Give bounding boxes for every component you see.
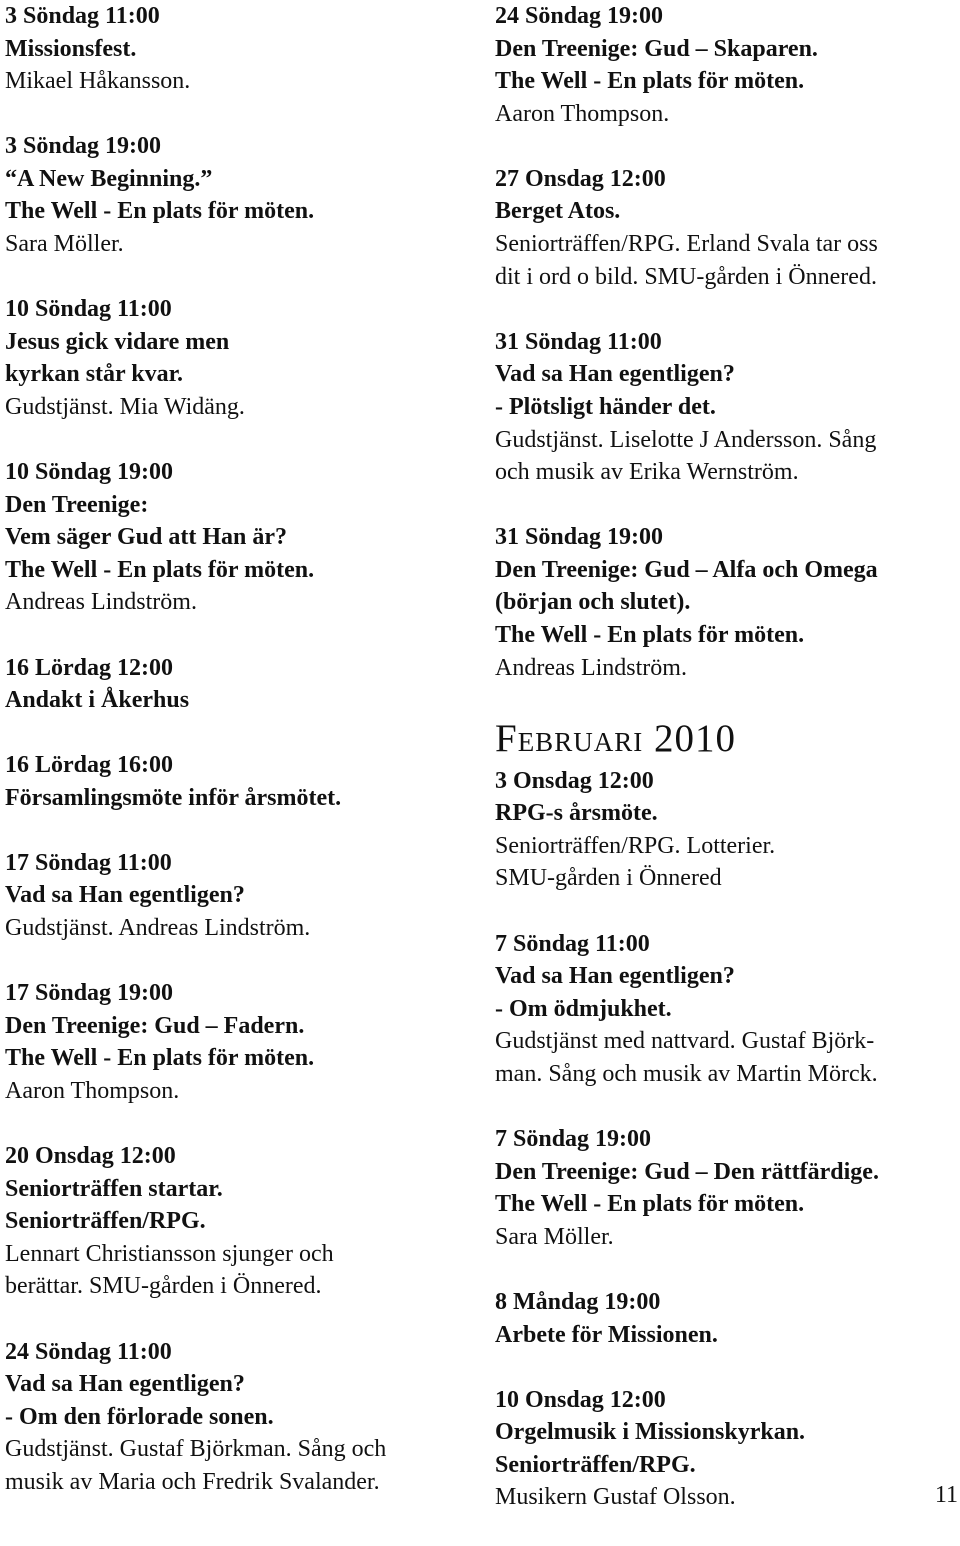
entry-date-time: 7 Söndag 19:00 (495, 1126, 652, 1153)
schedule-entry (5, 130, 465, 260)
schedule-entry (5, 1140, 465, 1303)
entry-details: man. Sång och musik av Martin Mörck. (495, 1060, 878, 1087)
entry-details: Andreas Lindström. (5, 589, 197, 616)
entry-date-time: 31 Söndag 19:00 (495, 524, 664, 551)
schedule-entry (495, 326, 945, 489)
entry-title: The Well - En plats för möten. (495, 68, 805, 95)
entry-date-time: 27 Onsdag 12:00 (495, 165, 666, 192)
schedule-entry (5, 293, 465, 423)
entry-details: Sara Möller. (495, 1223, 614, 1250)
entry-details: Gudstjänst. Mia Widäng. (5, 393, 245, 420)
schedule-entry (495, 1286, 945, 1351)
entry-details: SMU-gården i Önnered (495, 865, 722, 892)
entry-date-time: 7 Söndag 11:00 (495, 930, 650, 957)
entry-details: Musikern Gustaf Olsson. (495, 1484, 736, 1511)
schedule-entry (495, 1123, 945, 1253)
schedule-entry (5, 847, 465, 945)
entry-details: Seniorträffen/RPG. Erland Svala tar oss (495, 231, 878, 258)
entry-title: Den Treenige: (5, 491, 149, 518)
schedule-entry (5, 977, 465, 1107)
schedule-entry (5, 456, 465, 619)
schedule-entry (495, 1384, 945, 1514)
entry-details: Gudstjänst. Andreas Lindström. (5, 915, 311, 942)
entry-title: (början och slutet). (495, 589, 691, 616)
entry-date-time: 16 Lördag 12:00 (5, 654, 173, 681)
entry-title: Vad sa Han egentligen? (495, 361, 735, 388)
entry-title: - Om ödmjukhet. (495, 995, 672, 1022)
entry-title: Vad sa Han egentligen? (5, 882, 245, 909)
schedule-entry (495, 0, 945, 130)
entry-title: Orgelmusik i Missionskyrkan. (495, 1419, 806, 1446)
schedule-entry (5, 1336, 465, 1499)
entry-date-time: 24 Söndag 19:00 (495, 3, 664, 29)
right-column (495, 0, 945, 1546)
entry-details: och musik av Erika Wernström. (495, 459, 799, 486)
entry-title: Jesus gick vidare men (5, 328, 230, 355)
entry-date-time: 16 Lördag 16:00 (5, 752, 173, 779)
entry-date-time: 10 Söndag 19:00 (5, 459, 174, 486)
entry-title: Den Treenige: Gud – Alfa och Omega (495, 556, 878, 583)
schedule-entry (495, 521, 945, 684)
entry-title: Andakt i Åkerhus (5, 687, 190, 714)
entry-date-time: 3 Onsdag 12:00 (495, 767, 654, 794)
entry-date-time: 17 Söndag 19:00 (5, 980, 174, 1007)
schedule-entry (495, 765, 945, 895)
entry-title: Arbete för Missionen. (495, 1321, 718, 1348)
entry-title: The Well - En plats för möten. (5, 1045, 315, 1072)
entry-date-time: 10 Söndag 11:00 (5, 296, 172, 323)
right-column-february (495, 765, 945, 1514)
entry-title: The Well - En plats för möten. (495, 1191, 805, 1218)
left-column (5, 0, 465, 1531)
entry-details: Seniorträffen/RPG. Lotterier. (495, 832, 776, 859)
entry-title: Vad sa Han egentligen? (495, 963, 735, 990)
entry-details: Aaron Thompson. (495, 100, 670, 127)
entry-date-time: 8 Måndag 19:00 (495, 1288, 661, 1315)
entry-title: Vem säger Gud att Han är? (5, 524, 287, 551)
page-number: 11 (934, 1482, 958, 1508)
entry-date-time: 24 Söndag 11:00 (5, 1338, 172, 1365)
entry-title: Seniorträffen/RPG. (5, 1208, 206, 1235)
entry-title: Seniorträffen startar. (5, 1175, 223, 1202)
entry-title: Den Treenige: Gud – Fadern. (5, 1012, 305, 1039)
schedule-entry (5, 0, 465, 98)
schedule-entry (5, 749, 465, 814)
right-column-january (495, 0, 945, 684)
entry-title: Vad sa Han egentligen? (5, 1371, 245, 1398)
entry-details: Mikael Håkansson. (5, 68, 191, 95)
entry-title: The Well - En plats för möten. (5, 556, 315, 583)
entry-date-time: 20 Onsdag 12:00 (5, 1143, 176, 1170)
entry-title: Församlingsmöte inför årsmötet. (5, 784, 342, 811)
entry-date-time: 3 Söndag 19:00 (5, 133, 162, 160)
entry-date-time: 17 Söndag 11:00 (5, 849, 172, 876)
entry-title: Den Treenige: Gud – Skaparen. (495, 35, 818, 62)
entry-title: Berget Atos. (495, 198, 621, 225)
entry-title: The Well - En plats för möten. (495, 622, 805, 648)
entry-title: RPG-s årsmöte. (495, 800, 658, 827)
schedule-entry (495, 928, 945, 1091)
entry-date-time: 31 Söndag 11:00 (495, 328, 662, 355)
entry-details: Andreas Lindström. (495, 654, 687, 681)
entry-details: Aaron Thompson. (5, 1077, 180, 1104)
entry-details: Gudstjänst. Liselotte J Andersson. Sång (495, 426, 877, 453)
entry-title: - Om den förlorade sonen. (5, 1403, 274, 1430)
entry-details: berättar. SMU-gården i Önnered. (5, 1273, 322, 1300)
entry-date-time: 3 Söndag 11:00 (5, 3, 160, 29)
month-heading: Februari 2010 (495, 716, 736, 760)
entry-title: “A New Beginning.” (5, 165, 213, 192)
entry-title: kyrkan står kvar. (5, 361, 184, 388)
entry-date-time: 10 Onsdag 12:00 (495, 1386, 666, 1413)
entry-title: Seniorträffen/RPG. (495, 1451, 696, 1478)
entry-details: dit i ord o bild. SMU-gården i Önnered. (495, 263, 877, 290)
entry-title: Den Treenige: Gud – Den rättfärdige. (495, 1158, 879, 1185)
schedule-entry (5, 652, 465, 717)
entry-details: Lennart Christiansson sjunger och (5, 1240, 334, 1267)
entry-title: Missionsfest. (5, 35, 137, 62)
entry-title: The Well - En plats för möten. (5, 198, 315, 225)
entry-details: Gudstjänst. Gustaf Björkman. Sång och (5, 1436, 387, 1463)
entry-details: Sara Möller. (5, 231, 124, 258)
entry-details: musik av Maria och Fredrik Svalander. (5, 1468, 380, 1495)
entry-title: - Plötsligt händer det. (495, 393, 716, 420)
schedule-entry (495, 163, 945, 293)
entry-details: Gudstjänst med nattvard. Gustaf Björk- (495, 1028, 875, 1055)
